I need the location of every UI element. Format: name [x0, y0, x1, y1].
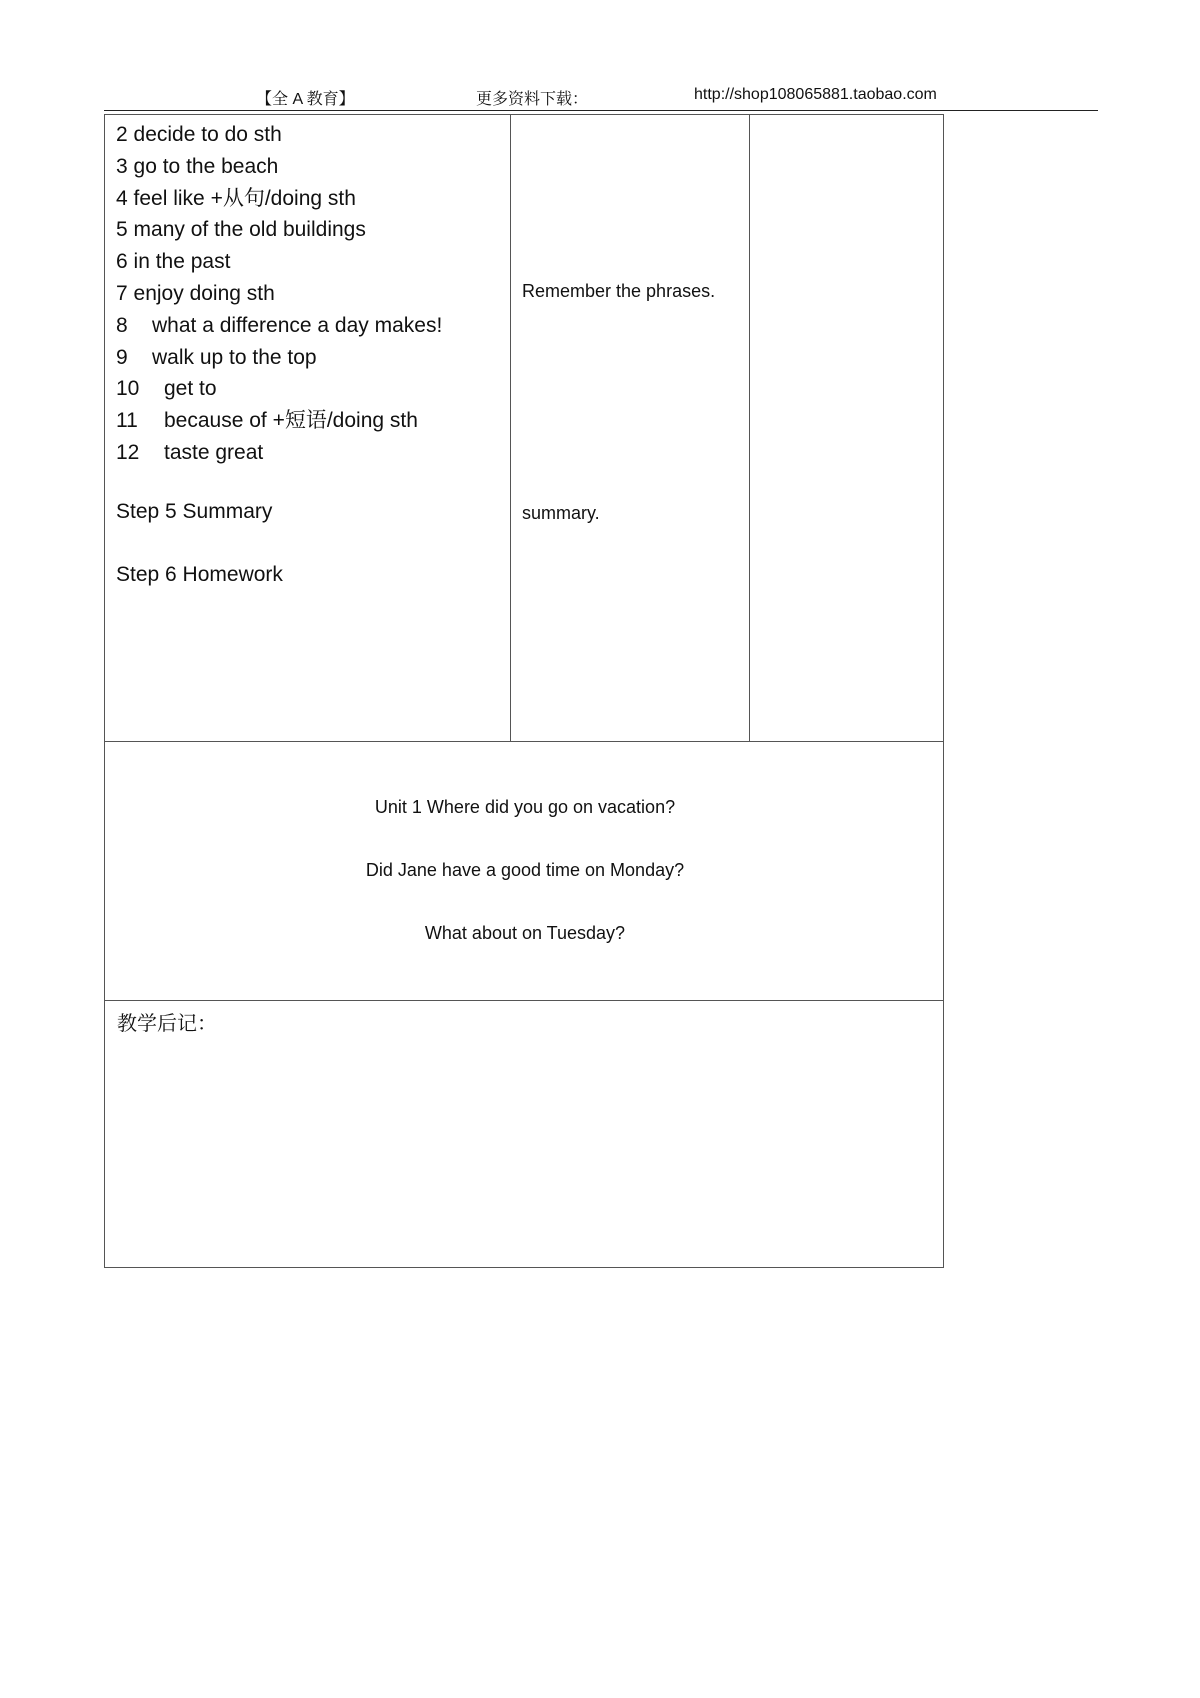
- phrase-list: [105, 115, 510, 469]
- phrase-text: decide to do sth: [133, 123, 282, 146]
- phrase-text: because of +短语/doing sth: [164, 409, 418, 433]
- board-design-cell: [104, 741, 944, 1001]
- phrase-num: 8: [116, 313, 128, 337]
- list-item: [116, 342, 510, 374]
- phrase-num: 12: [116, 440, 140, 464]
- phrase-text: enjoy doing sth: [133, 281, 275, 305]
- teaching-notes-label: 教学后记：: [117, 1011, 217, 1035]
- board-line-question-1: Did Jane have a good time on Monday?: [365, 860, 685, 880]
- phrase-num: 2: [116, 123, 128, 146]
- phrase-text: many of the old buildings: [133, 218, 366, 242]
- phrase-text: what a difference a day makes!: [152, 313, 443, 337]
- list-item: [116, 405, 510, 437]
- teaching-notes-cell: [104, 1000, 944, 1268]
- blank-cell: [749, 114, 944, 742]
- phrase-text: walk up to the top: [152, 345, 317, 369]
- list-item: [116, 437, 510, 469]
- board-line-title: Unit 1 Where did you go on vacation?: [374, 797, 676, 817]
- phrase-text: in the past: [133, 250, 231, 274]
- board-line-question-2: What about on Tuesday?: [424, 923, 626, 943]
- phrase-num: 11: [116, 409, 138, 433]
- phrase-num: 3: [116, 154, 128, 178]
- phrase-num: 7: [116, 281, 128, 305]
- step-summary: Step 5 Summary: [116, 500, 273, 523]
- list-item: [116, 214, 510, 246]
- header-url: http://shop108065881.taobao.com: [694, 86, 937, 103]
- phrase-num: 9: [116, 345, 128, 369]
- list-item: [116, 310, 510, 342]
- list-item: [116, 246, 510, 278]
- page-header: [0, 86, 1200, 112]
- header-download-label: 更多资料下载：: [476, 91, 589, 108]
- header-brand: 【全 A 教育】: [256, 91, 355, 108]
- list-item: [116, 119, 510, 151]
- phrase-text: go to the beach: [133, 154, 279, 178]
- list-item: [116, 151, 510, 183]
- list-item: [116, 183, 510, 215]
- list-item: [116, 278, 510, 310]
- procedure-cell: [104, 114, 511, 742]
- activities-cell: [510, 114, 750, 742]
- phrase-text: get to: [164, 377, 217, 401]
- lesson-table: [104, 114, 944, 1268]
- phrases-note: Remember the phrases.: [522, 281, 716, 301]
- summary-note: summary.: [522, 503, 600, 523]
- phrase-num: 10: [116, 377, 140, 401]
- header-rule: [104, 110, 1098, 111]
- list-item: [116, 373, 510, 405]
- step-homework: Step 6 Homework: [116, 563, 283, 586]
- phrase-text: feel like +从句/doing sth: [133, 186, 356, 210]
- phrase-text: taste great: [164, 440, 264, 464]
- phrase-num: 4: [116, 186, 128, 210]
- phrase-num: 5: [116, 218, 128, 242]
- phrase-num: 6: [116, 250, 128, 274]
